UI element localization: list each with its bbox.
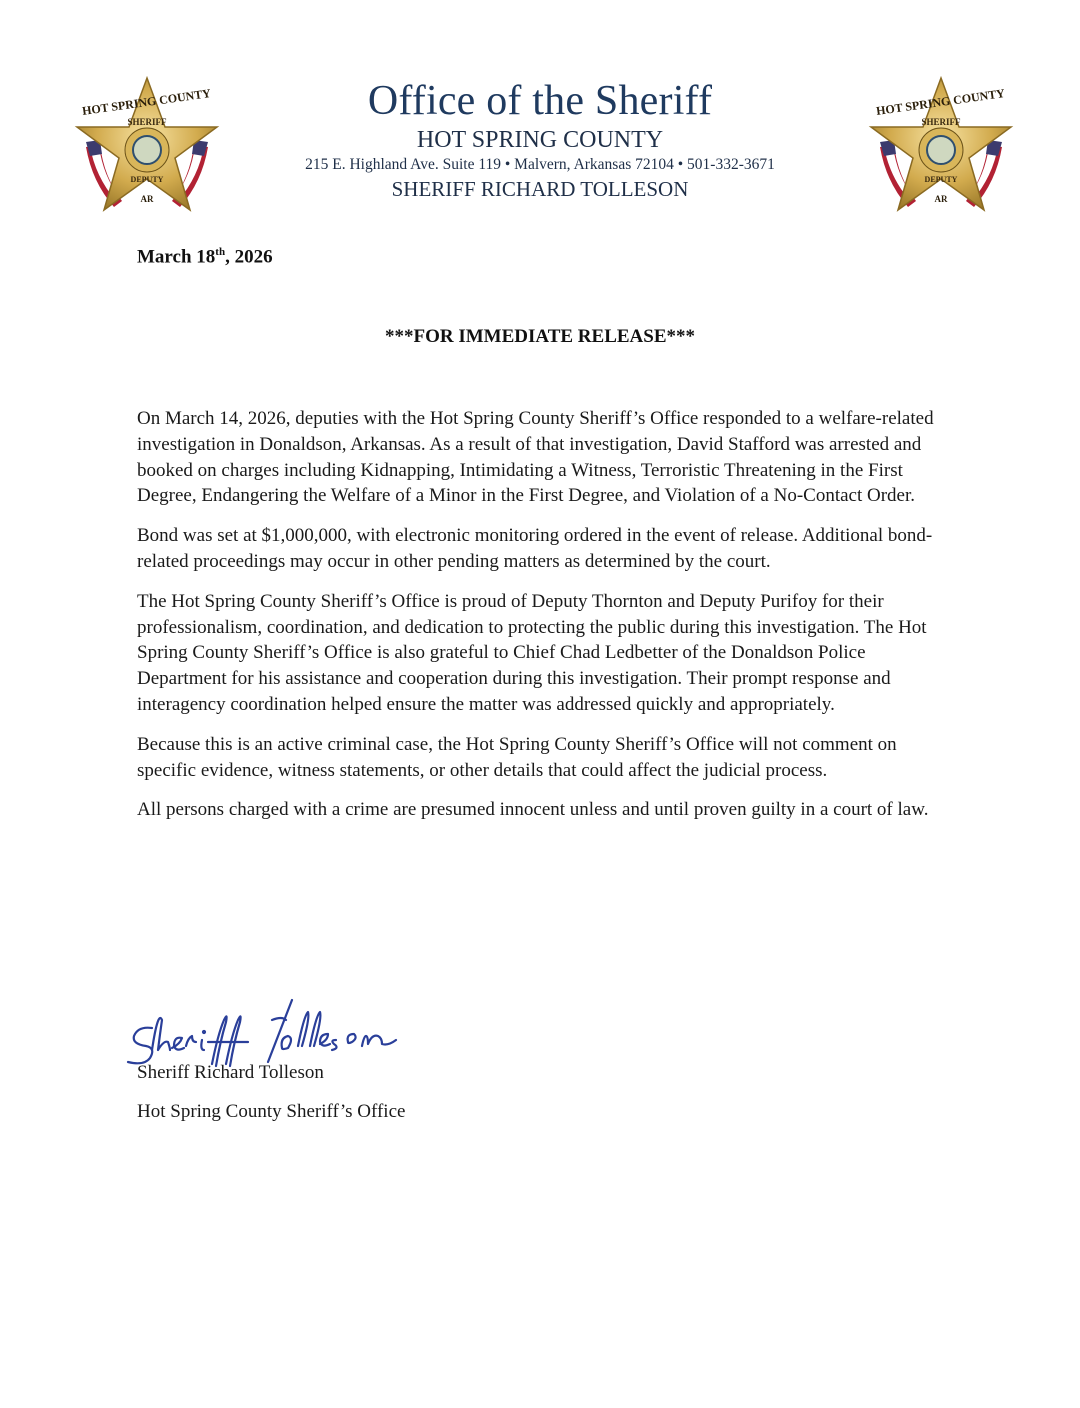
sheriff-badge-right-icon bbox=[866, 72, 1016, 222]
handwritten-signature-icon bbox=[122, 990, 432, 1070]
signatory-name: Sheriff Richard Tolleson bbox=[137, 1062, 324, 1083]
sheriff-name-heading: SHERIFF RICHARD TOLLESON bbox=[391, 177, 689, 201]
svg-text:HOT SPRING COUNTY: HOT SPRING COUNTY bbox=[81, 86, 212, 119]
paragraph-bond: Bond was set at $1,000,000, with electronic monitoring ordered in the event of release. Additional bond-related proceedings may occur in other pending matters as determined by the court. bbox=[137, 525, 933, 572]
svg-text:DEPUTY: DEPUTY bbox=[130, 175, 164, 184]
date-month-day: March 18 bbox=[137, 246, 216, 268]
release-date bbox=[137, 246, 273, 268]
office-address: 215 E. Highland Ave. Suite 119 • Malvern, Arkansas 72104 • 501-332-3671 bbox=[305, 156, 775, 173]
svg-text:SHERIFF: SHERIFF bbox=[127, 117, 167, 127]
press-release-body bbox=[137, 406, 957, 837]
date-suffix: th bbox=[215, 246, 226, 258]
paragraph-arrest: On March 14, 2026, deputies with the Hot Spring County Sheriff’s Office responded to a welfare-related investigation in Donaldson, Arkansas. As a result of that investigation, David Stafford was arrested and booked on charges including Kidnapping, Intimidating a Witness, Terroristic Threatening in the First Degree, Endangering the Welfare of a Minor in the First Degree, and Violation of a No-Contact Order. bbox=[137, 408, 934, 507]
svg-text:DEPUTY: DEPUTY bbox=[924, 175, 958, 184]
paragraph-presumption-innocence: All persons charged with a crime are presumed innocent unless and until proven guilty in a court of law. bbox=[137, 799, 929, 821]
office-title: Office of the Sheriff bbox=[367, 78, 713, 124]
date-year: , 2026 bbox=[225, 246, 273, 268]
letterhead bbox=[230, 78, 850, 202]
svg-text:HOT SPRING COUNTY: HOT SPRING COUNTY bbox=[875, 86, 1006, 119]
immediate-release-label: ***FOR IMMEDIATE RELEASE*** bbox=[384, 326, 695, 347]
sheriff-badge-left-icon bbox=[72, 72, 222, 222]
paragraph-active-case: Because this is an active criminal case, the Hot Spring County Sheriff’s Office will not comment on specific evidence, witness statements, or other details that could affect the judicial process. bbox=[137, 733, 897, 781]
svg-text:AR: AR bbox=[140, 194, 154, 204]
svg-text:AR: AR bbox=[934, 194, 948, 204]
county-name: HOT SPRING COUNTY bbox=[416, 127, 664, 153]
svg-text:SHERIFF: SHERIFF bbox=[921, 117, 961, 127]
paragraph-acknowledgement: The Hot Spring County Sheriff’s Office is proud of Deputy Thornton and Deputy Purifoy for their professionalism, coordination, and dedication to protecting the public during this investigation. The Hot Spring County Sheriff’s Office is also grateful to Chief Chad Ledbetter of the Donaldson Police Department for his assistance and cooperation during this investigation. Their prompt response and interagency coordination helped ensure the matter was addressed quickly and appropriately. bbox=[137, 590, 927, 715]
signatory-office: Hot Spring County Sheriff’s Office bbox=[137, 1101, 406, 1122]
